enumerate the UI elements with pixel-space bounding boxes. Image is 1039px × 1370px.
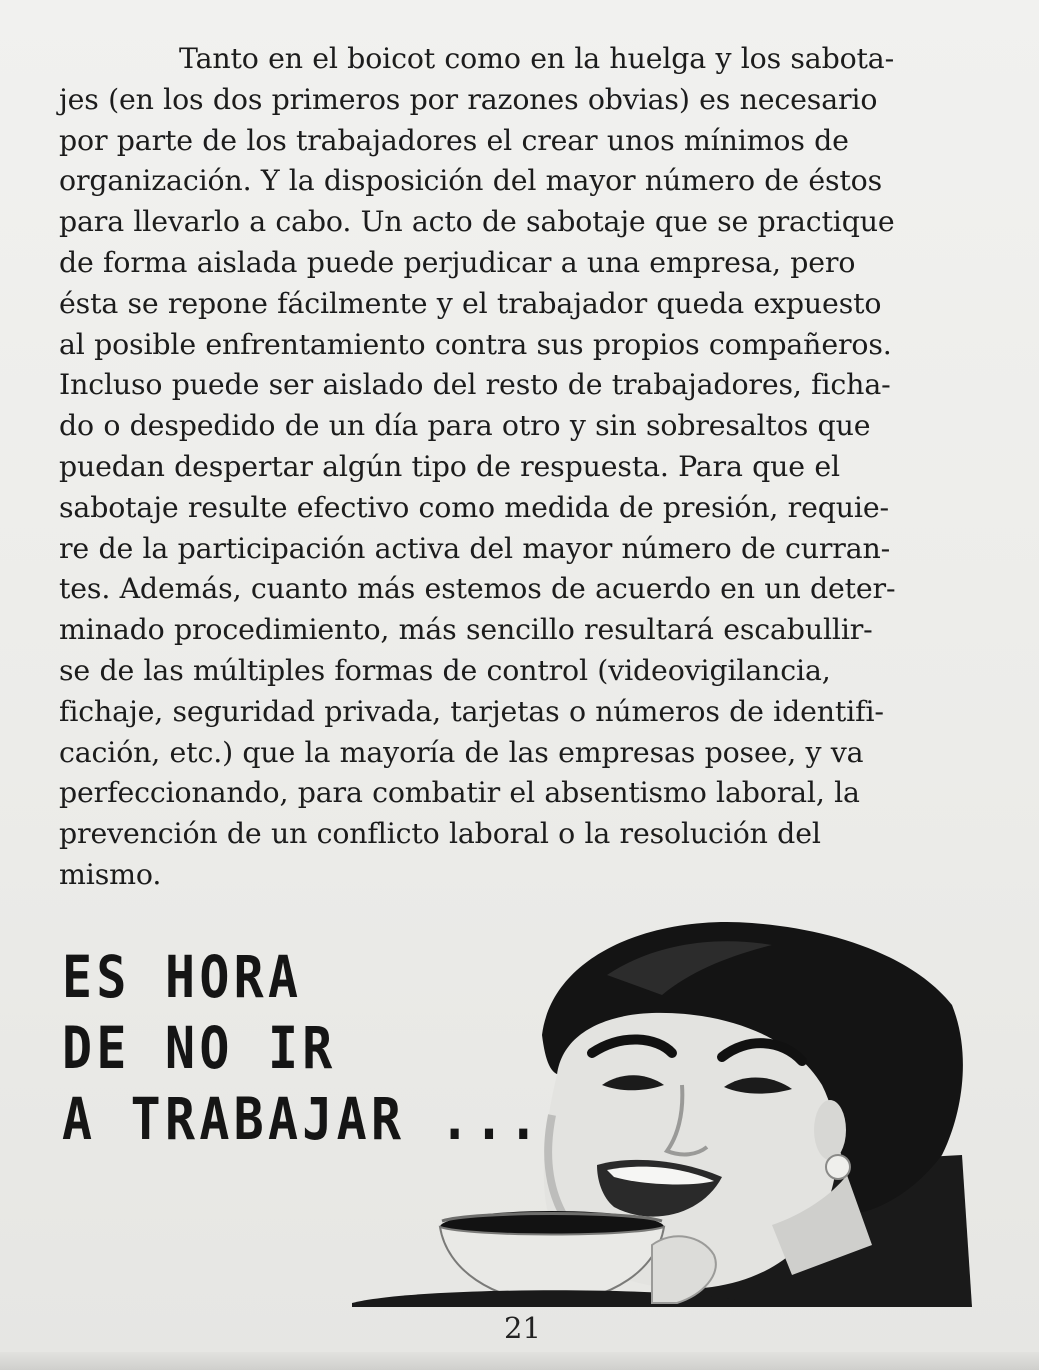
text-line: minado procedimiento, más sencillo resultará escabullir- — [59, 613, 873, 647]
text-line: fichaje, seguridad privada, tarjetas o números de identifi- — [59, 694, 884, 728]
headline-line: A TRABAJAR ... — [62, 1085, 543, 1153]
page-number: 21 — [504, 1311, 541, 1345]
text-line: perfeccionando, para combatir el absentismo laboral, la — [59, 776, 860, 810]
headline-line: ES HORA — [62, 943, 303, 1011]
page-bottom-edge — [0, 1352, 1039, 1370]
text-line: al posible enfrentamiento contra sus propios compañeros. — [59, 327, 892, 361]
text-line: puedan despertar algún tipo de respuesta. Para que el — [59, 449, 840, 483]
text-line: cación, etc.) que la mayoría de las empresas posee, y va — [59, 735, 864, 769]
text-line: mismo. — [59, 857, 162, 891]
text-line: organización. Y la disposición del mayor número de éstos — [59, 164, 883, 198]
headline-line: DE NO IR — [62, 1014, 337, 1082]
text-line: jes (en los dos primeros por razones obvias) es necesario — [59, 82, 878, 116]
text-line: Tanto en el boicot como en la huelga y los sabota- — [179, 42, 895, 75]
text-line: re de la participación activa del mayor número de curran- — [59, 531, 891, 565]
text-line: de forma aislada puede perjudicar a una empresa, pero — [59, 245, 856, 279]
text-line: Incluso puede ser aislado del resto de trabajadores, ficha- — [59, 368, 891, 402]
text-line: se de las múltiples formas de control (videovigilancia, — [59, 653, 831, 687]
text-line: prevención de un conflicto laboral o la resolución del — [59, 817, 821, 851]
text-line: ésta se repone fácilmente y el trabajador queda expuesto — [59, 286, 882, 320]
body-paragraph — [59, 39, 959, 896]
text-line: do o despedido de un día para otro y sin sobresaltos que — [59, 409, 871, 443]
text-line: por parte de los trabajadores el crear unos mínimos de — [59, 123, 849, 157]
text-line: tes. Además, cuanto más estemos de acuerdo en un deter- — [59, 572, 896, 606]
text-line: sabotaje resulte efectivo como medida de presión, requie- — [59, 490, 889, 524]
woman-with-coffee-cup-illustration — [352, 915, 972, 1307]
text-line: para llevarlo a cabo. Un acto de sabotaje que se practique — [59, 205, 895, 239]
